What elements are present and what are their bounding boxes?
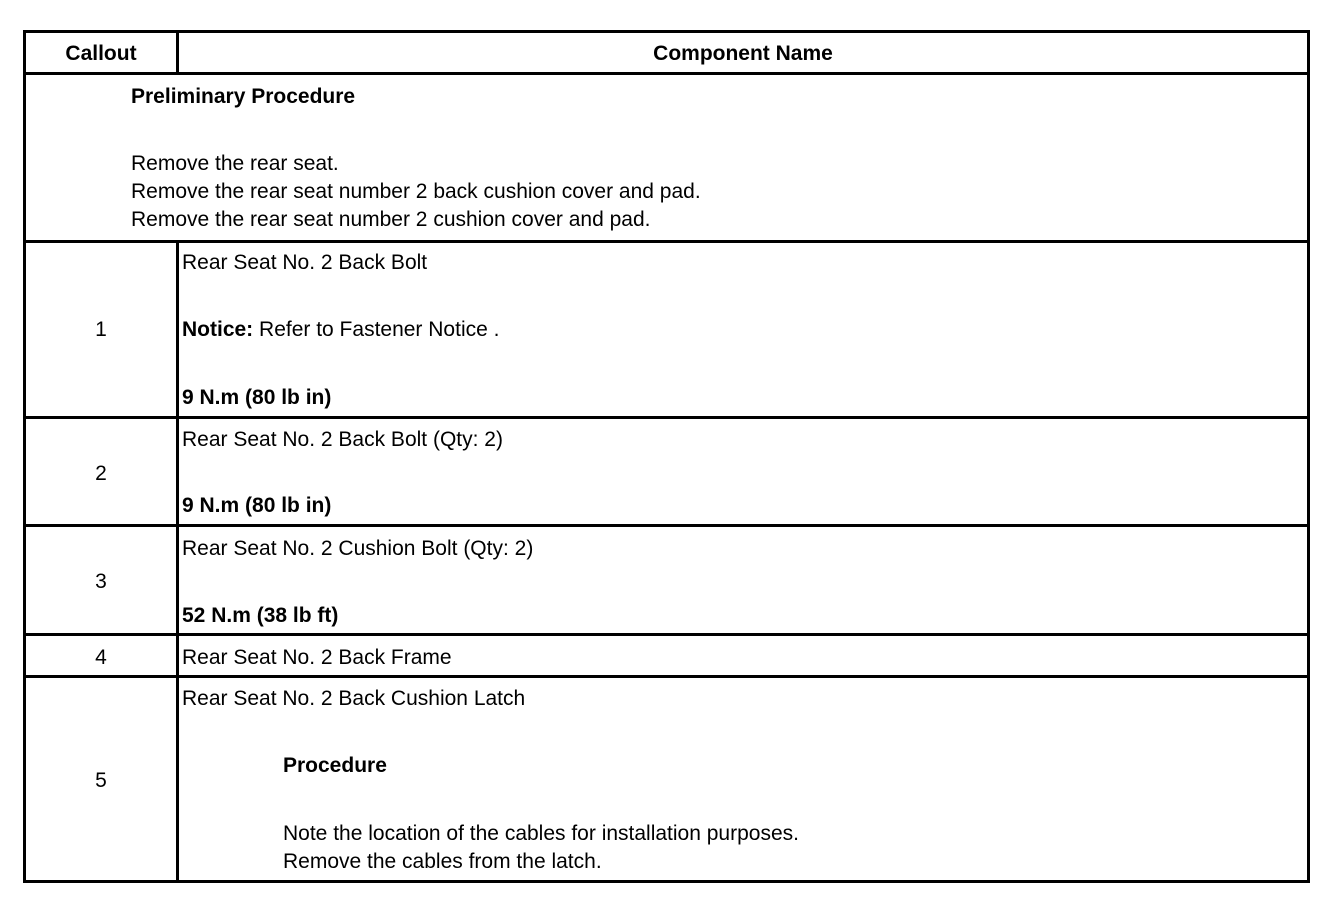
notice-label: Notice: xyxy=(182,318,254,341)
component-name: Rear Seat No. 2 Back Bolt xyxy=(182,251,428,274)
component-name: Rear Seat No. 2 Cushion Bolt (Qty: 2) xyxy=(182,537,534,560)
callout-number: 3 xyxy=(95,570,107,593)
column-divider xyxy=(176,240,179,883)
callout-number: 1 xyxy=(95,318,107,341)
preliminary-step: Remove the rear seat number 2 cushion cover and pad. xyxy=(131,208,651,231)
component-name: Rear Seat No. 2 Back Frame xyxy=(182,646,452,669)
notice-text: Refer to Fastener Notice . xyxy=(253,318,500,341)
component-table xyxy=(23,30,1310,883)
procedure-step: Note the location of the cables for installation purposes. xyxy=(283,822,799,845)
callout-number: 4 xyxy=(95,646,107,669)
row-divider xyxy=(26,524,1307,527)
component-name: Rear Seat No. 2 Back Cushion Latch xyxy=(182,687,526,710)
procedure-title: Procedure xyxy=(283,754,387,777)
torque-spec: 9 N.m (80 lb in) xyxy=(182,386,332,409)
header-divider xyxy=(26,72,1307,75)
preliminary-step: Remove the rear seat number 2 back cushion cover and pad. xyxy=(131,180,701,203)
procedure-step: Remove the cables from the latch. xyxy=(283,850,602,873)
row-divider xyxy=(26,633,1307,636)
preliminary-title: Preliminary Procedure xyxy=(131,85,356,108)
torque-spec: 9 N.m (80 lb in) xyxy=(182,494,332,517)
callout-number: 5 xyxy=(95,769,107,792)
callout-number: 2 xyxy=(95,462,107,485)
header-component-name: Component Name xyxy=(653,42,833,65)
torque-spec: 52 N.m (38 lb ft) xyxy=(182,604,339,627)
notice-line xyxy=(182,319,499,340)
header-callout: Callout xyxy=(65,42,137,65)
row-divider xyxy=(26,675,1307,678)
component-name: Rear Seat No. 2 Back Bolt (Qty: 2) xyxy=(182,428,503,451)
row-divider xyxy=(26,416,1307,419)
preliminary-step: Remove the rear seat. xyxy=(131,152,339,175)
row-divider xyxy=(26,240,1307,243)
